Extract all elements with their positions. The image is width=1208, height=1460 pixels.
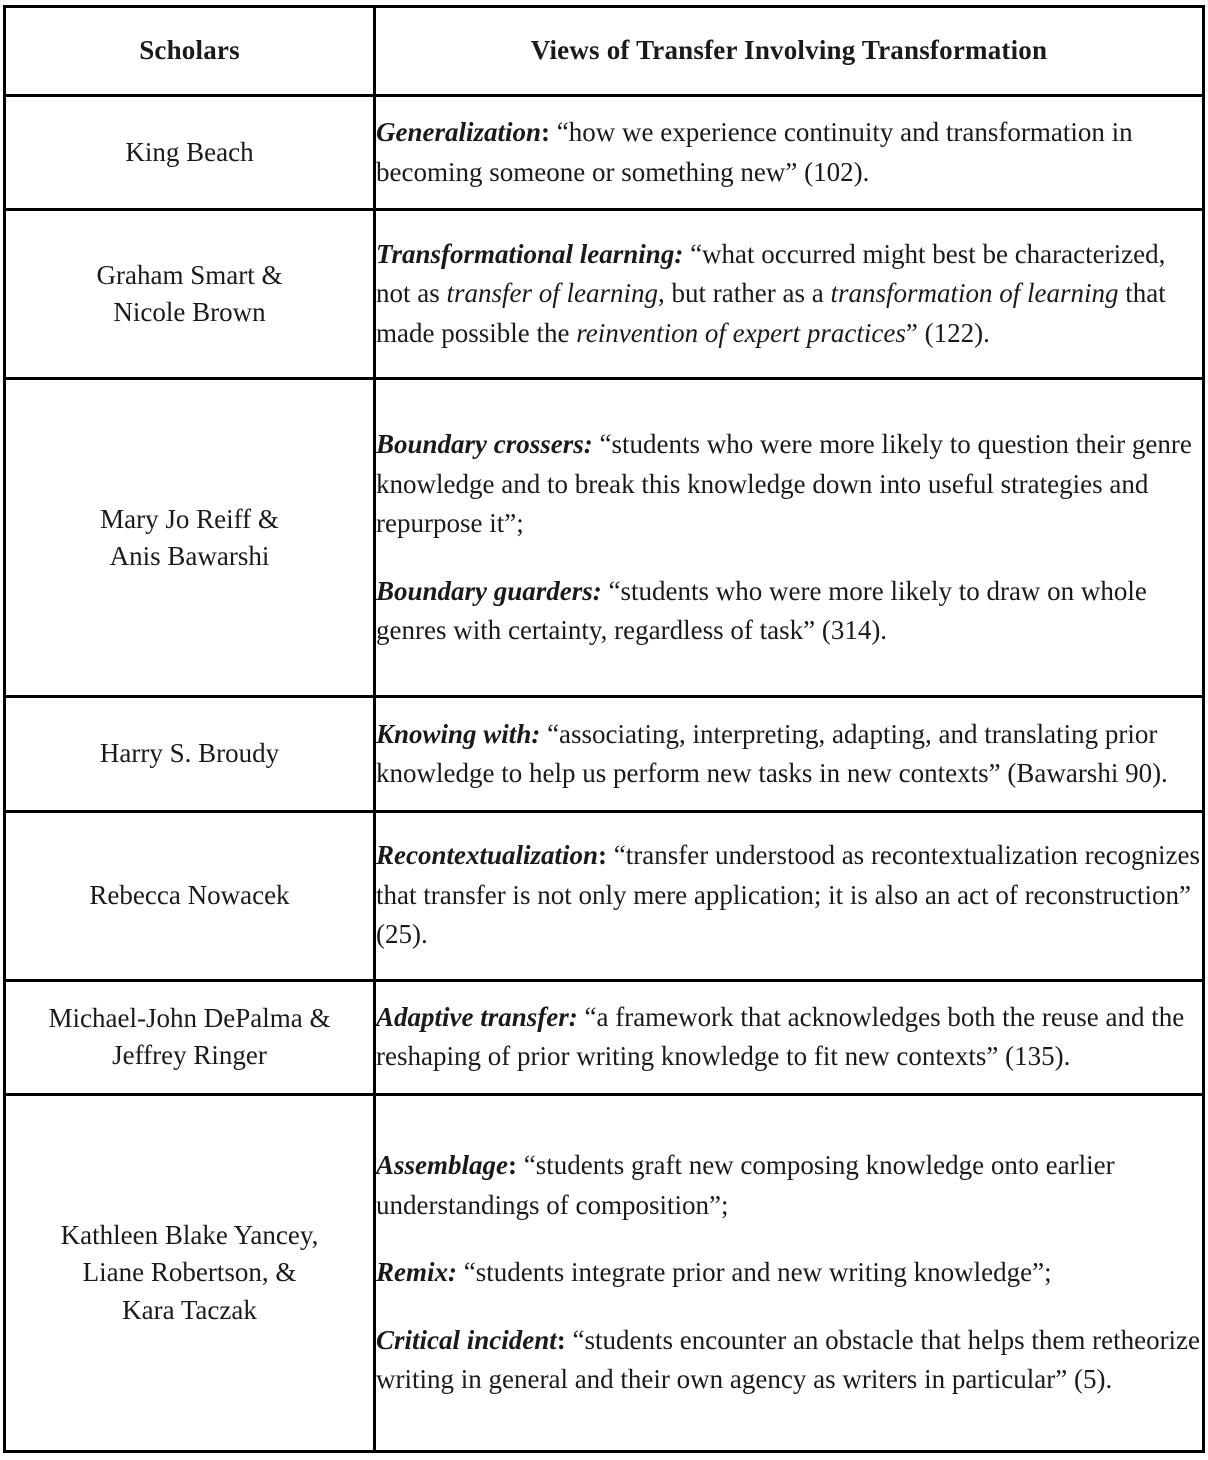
transfer-quote-text: “what occurred might best be characterized, not as [376, 239, 1166, 309]
scholar-name-line: Harry S. Broudy [99, 738, 280, 769]
transfer-definition-entry [376, 572, 1202, 651]
scholar-names-cell [5, 811, 375, 980]
table-row [5, 96, 1204, 210]
transfer-term: Boundary guarders: [376, 575, 602, 606]
scholar-name-line: Rebecca Nowacek [89, 879, 290, 910]
transfer-term: Boundary crossers: [376, 429, 593, 460]
transfer-quote-text: “students encounter an obstacle that helps them retheorize writing in general and their own agency as writers in particular” (5). [376, 1324, 1201, 1394]
transfer-definition-entry [376, 836, 1202, 954]
scholar-names-cell [5, 210, 375, 379]
scholar-name-line: Graham Smart & [96, 259, 283, 290]
table-header-row [5, 7, 1204, 96]
transfer-quote-emphasis: transformation of learning [830, 278, 1119, 309]
table-row [5, 210, 1204, 379]
transfer-term-separator: : [598, 840, 608, 871]
table-row [5, 1094, 1204, 1451]
scholar-names-cell [5, 1094, 375, 1451]
views-of-transfer-cell [375, 96, 1204, 210]
scholar-names-cell [5, 96, 375, 210]
transfer-quote-text: “students who were more likely to draw on whole genres with certainty, regardless of task” (314). [376, 575, 1147, 645]
scholar-name-line: Mary Jo Reiff & [100, 503, 279, 534]
views-of-transfer-cell [375, 1094, 1204, 1451]
transfer-quote-text: that made possible the [376, 278, 1166, 348]
transfer-term-separator: : [541, 117, 551, 148]
transfer-definition-entry [376, 235, 1202, 353]
transfer-term-separator: : [556, 1324, 566, 1355]
table-row [5, 980, 1204, 1094]
transfer-term: Critical incident [376, 1324, 557, 1355]
transfer-term-separator: : [508, 1150, 517, 1181]
scholar-name-line: Anis Bawarshi [109, 540, 270, 571]
scholars-views-table [3, 5, 1205, 1453]
transfer-term: Transformational learning: [376, 239, 684, 270]
column-header-scholars: Scholars [5, 7, 375, 96]
transfer-quote-text: “students who were more likely to question their genre knowledge and to break this knowledge down into useful strategies and repurpose it”; [376, 429, 1192, 539]
transfer-term: Assemblage [376, 1150, 508, 1181]
transfer-term: Knowing with: [376, 718, 541, 749]
table-row [5, 379, 1204, 697]
transfer-definition-entry [376, 1253, 1202, 1292]
table-row [5, 811, 1204, 980]
transfer-quote-text: “associating, interpreting, adapting, and translating prior knowledge to help us perform new tasks in new contexts” (Bawarshi 90). [376, 718, 1168, 788]
views-of-transfer-cell [375, 980, 1204, 1094]
transfer-quote-text: ” (122). [905, 317, 990, 348]
scholar-name-line: King Beach [125, 136, 254, 167]
transfer-quote-text: “students integrate prior and new writing knowledge”; [457, 1257, 1052, 1288]
transfer-definition-entry [376, 998, 1202, 1077]
scholar-names-cell [5, 980, 375, 1094]
transfer-quote-text: “how we experience continuity and transformation in becoming someone or something new” (102). [376, 117, 1133, 187]
scholar-name-line: Michael-John DePalma & [48, 1002, 331, 1033]
transfer-term: Remix: [376, 1257, 457, 1288]
scholar-names-cell [5, 697, 375, 811]
table-header [5, 7, 1204, 96]
table-body [5, 96, 1204, 1452]
transfer-definition-entry [376, 425, 1202, 543]
transfer-quote-emphasis: reinvention of expert practices [576, 317, 906, 348]
transfer-definition-entry [376, 1321, 1202, 1400]
scholar-name-line: Nicole Brown [113, 297, 266, 328]
transfer-term: Adaptive transfer: [376, 1001, 578, 1032]
transfer-quote-text: , but rather as a [658, 278, 831, 309]
views-of-transfer-cell [375, 379, 1204, 697]
scholar-name-line: Jeffrey Ringer [112, 1040, 267, 1071]
transfer-definition-entry [376, 715, 1202, 794]
transfer-quote-text: “transfer understood as recontextualization recognizes that transfer is not only mere application; it is also an act of reconstruction” (25). [376, 840, 1201, 950]
scholar-names-cell [5, 379, 375, 697]
table-row [5, 697, 1204, 811]
transfer-term: Recontextualization [376, 840, 599, 871]
views-of-transfer-cell [375, 210, 1204, 379]
transfer-quote-emphasis: transfer of learning [446, 278, 659, 309]
scholar-name-line: Liane Robertson, & [82, 1257, 297, 1288]
transfer-table-container [3, 5, 1202, 1453]
views-of-transfer-cell [375, 697, 1204, 811]
transfer-definition-entry [376, 113, 1202, 192]
scholar-name-line: Kara Taczak [122, 1294, 257, 1325]
transfer-quote-text: “students graft new composing knowledge onto earlier understandings of composition”; [376, 1150, 1115, 1220]
transfer-quote-text: “a framework that acknowledges both the reuse and the reshaping of prior writing knowledge to fit new contexts” (135). [376, 1001, 1185, 1072]
scholar-name-line: Kathleen Blake Yancey, [60, 1220, 319, 1250]
transfer-definition-entry [376, 1146, 1202, 1225]
column-header-views: Views of Transfer Involving Transformation [375, 7, 1204, 96]
transfer-term: Generalization [376, 117, 542, 148]
views-of-transfer-cell [375, 811, 1204, 980]
